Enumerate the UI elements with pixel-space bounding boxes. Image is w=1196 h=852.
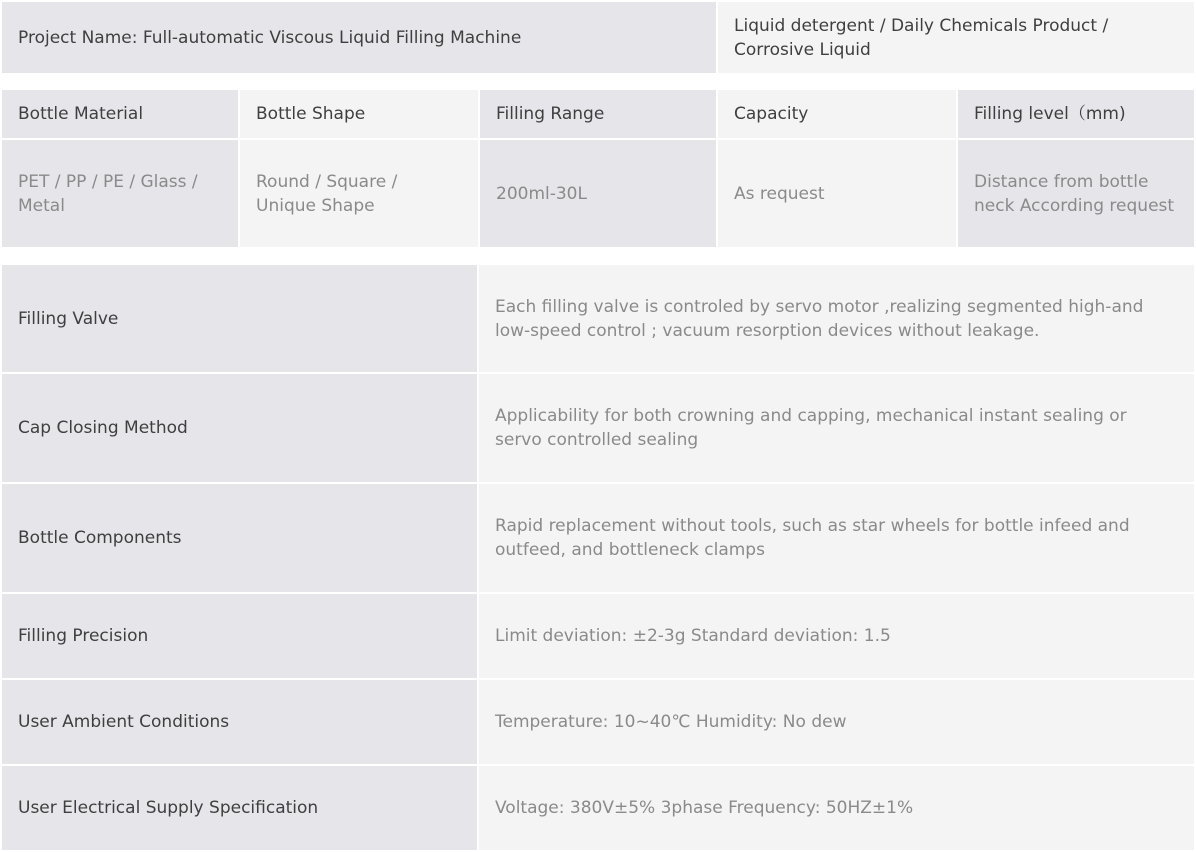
detail-value-text: Each filling valve is controled by servo motor ,realizing segmented high-and low-speed control ; vacuum resorption devices without leakage. — [495, 296, 1144, 341]
header-bottle-shape-label: Bottle Shape — [256, 104, 366, 124]
project-name — [2, 2, 716, 73]
value-bottle-shape — [240, 140, 478, 247]
detail-value-text: Limit deviation: ±2-3g Standard deviation: 1.5 — [495, 626, 891, 646]
detail-label-text: Filling Precision — [18, 626, 149, 646]
value-bottle-material-text: PET / PP / PE / Glass / Metal — [18, 171, 198, 216]
value-bottle-material — [2, 140, 238, 247]
value-filling-level-text: Distance from bottle neck According request — [974, 171, 1175, 216]
header-filling-level-label: Filling level（mm) — [974, 104, 1126, 124]
detail-value-cap-closing — [479, 374, 1194, 482]
detail-label-ambient-conditions — [2, 680, 477, 764]
detail-value-electrical-supply — [479, 766, 1194, 850]
detail-label-text: Cap Closing Method — [18, 418, 188, 438]
detail-label-text: Bottle Components — [18, 528, 182, 548]
detail-value-text: Voltage: 380V±5% 3phase Frequency: 50HZ±1% — [495, 798, 914, 818]
detail-label-electrical-supply — [2, 766, 477, 850]
detail-value-ambient-conditions — [479, 680, 1194, 764]
detail-label-text: User Electrical Supply Specification — [18, 798, 319, 818]
header-bottle-shape — [240, 90, 478, 138]
value-capacity-text: As request — [734, 183, 825, 204]
project-applications-text: Liquid detergent / Daily Chemicals Product / Corrosive Liquid — [734, 15, 1109, 60]
detail-label-filling-precision — [2, 594, 477, 678]
header-bottle-material — [2, 90, 238, 138]
project-name-text: Project Name: Full-automatic Viscous Liquid Filling Machine — [18, 27, 522, 48]
value-filling-range — [480, 140, 716, 247]
value-capacity — [718, 140, 956, 247]
project-applications — [718, 2, 1194, 73]
detail-value-text: Rapid replacement without tools, such as star wheels for bottle infeed and outfeed, and bottleneck clamps — [495, 516, 1130, 560]
value-filling-level — [958, 140, 1194, 247]
value-filling-range-text: 200ml-30L — [496, 183, 587, 204]
header-capacity-label: Capacity — [734, 104, 809, 124]
detail-value-filling-valve — [479, 265, 1194, 372]
header-filling-range-label: Filling Range — [496, 104, 605, 124]
header-filling-level — [958, 90, 1194, 138]
header-bottle-material-label: Bottle Material — [18, 104, 144, 124]
detail-label-filling-valve — [2, 265, 477, 372]
detail-value-filling-precision — [479, 594, 1194, 678]
detail-label-text: Filling Valve — [18, 308, 119, 329]
header-capacity — [718, 90, 956, 138]
detail-label-text: User Ambient Conditions — [18, 712, 230, 732]
detail-label-bottle-components — [2, 484, 477, 592]
value-bottle-shape-text: Round / Square / Unique Shape — [256, 171, 398, 216]
detail-value-bottle-components — [479, 484, 1194, 592]
detail-value-text: Applicability for both crowning and capping, mechanical instant sealing or servo controlled sealing — [495, 406, 1127, 450]
header-filling-range — [480, 90, 716, 138]
detail-value-text: Temperature: 10~40℃ Humidity: No dew — [495, 712, 847, 732]
detail-label-cap-closing — [2, 374, 477, 482]
